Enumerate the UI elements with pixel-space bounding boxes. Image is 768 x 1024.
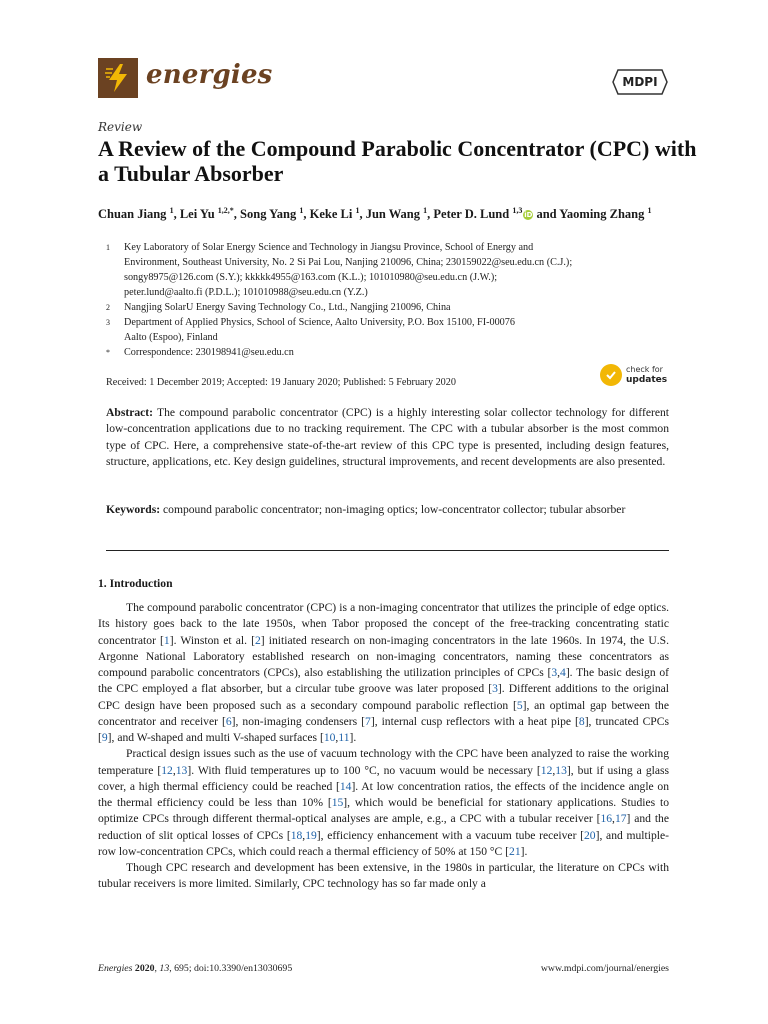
author-name: Song Yang xyxy=(240,207,297,222)
introduction-body xyxy=(98,600,669,893)
keywords-text: compound parabolic concentrator; non-imaging optics; low-concentrator collector; tubular absorber xyxy=(160,503,626,516)
citation-link[interactable]: 5 xyxy=(516,698,523,712)
check-for-updates-button[interactable] xyxy=(600,364,667,386)
section-heading: 1. Introduction xyxy=(98,577,173,590)
citation-link[interactable]: 4 xyxy=(560,666,566,679)
affiliation-number: 3 xyxy=(106,318,110,327)
citation-link[interactable]: 12 xyxy=(161,763,173,777)
affiliation-item xyxy=(106,315,666,345)
citation-link[interactable]: 9 xyxy=(101,731,108,744)
section-divider xyxy=(106,550,669,551)
affiliation-number: 1 xyxy=(106,243,110,252)
footer-journal: Energies xyxy=(98,963,133,974)
citation-link[interactable]: 12 xyxy=(540,763,553,777)
author-name: Yaoming Zhang xyxy=(559,207,645,222)
citation-link[interactable]: 19 xyxy=(305,828,317,842)
lightning-icon xyxy=(104,63,132,93)
citation-link[interactable]: 3 xyxy=(492,682,498,696)
citation-link[interactable]: 3 xyxy=(551,666,558,679)
affiliation-item xyxy=(106,300,666,315)
journal-url-link[interactable]: www.mdpi.com/journal/energies xyxy=(540,963,669,974)
citation-link[interactable]: 2 xyxy=(255,633,261,647)
citation-link[interactable]: 11 xyxy=(338,731,350,744)
affiliation-line: songy8975@126.com (S.Y.); kkkkk4955@163.com (K.L.); 101010980@seu.edu.cn (J.W.); xyxy=(124,272,498,283)
abstract xyxy=(106,405,669,471)
author-name: Lei Yu xyxy=(179,207,215,222)
affiliation-line: Nangjing SolarU Energy Saving Technology Co., Ltd., Nangjing 210096, China xyxy=(124,302,451,313)
citation-link[interactable]: 17 xyxy=(614,812,627,826)
author-affiliation-marker: 1 xyxy=(647,206,652,215)
check-updates-icon xyxy=(600,364,622,386)
affiliation-line: peter.lund@aalto.fi (P.D.L.); 101010988@seu.edu.cn (Y.Z.) xyxy=(124,287,368,298)
author-list: Chuan Jiang $^1$, Lei Yu $^{1,2,*}$, Song Yang $^1$, Keke Li $^1$, Jun Wang $^1$, Peter D. Lund $^{1,3}$iD and Yaoming Zhang $^1$ xyxy=(98,206,652,222)
affiliation-line: Department of Applied Physics, School of Science, Aalto University, P.O. Box 15100, FI-00076 xyxy=(124,317,515,328)
citation-link[interactable]: 13 xyxy=(555,763,567,777)
footer-doi: , 695; doi:10.3390/en13030695 xyxy=(169,963,293,974)
affiliation-line: Aalto (Espoo), Finland xyxy=(124,332,218,343)
author-affiliation-marker: 1 xyxy=(355,206,360,215)
keywords-label: Keywords: xyxy=(106,503,161,516)
affiliation-line: Key Laboratory of Solar Energy Science and Technology in Jiangsu Province, School of Energy and xyxy=(124,242,534,253)
affiliation-item xyxy=(106,345,666,360)
orcid-icon[interactable]: iD xyxy=(524,211,533,220)
author-name: Jun Wang xyxy=(365,207,421,222)
citation-link[interactable]: 14 xyxy=(339,779,352,793)
citation-link[interactable]: 16 xyxy=(600,812,613,826)
body-paragraph: Though CPC research and development has been extensive, in the 1980s in particular, the literature on CPCs with tubular receivers is more limited. Similarly, CPC technology has so far made only a xyxy=(98,861,669,891)
author-affiliation-marker: 1 xyxy=(299,206,304,215)
citation-link[interactable]: 10 xyxy=(323,731,336,744)
footer-volume: 13 xyxy=(159,963,170,974)
citation-link[interactable]: 1 xyxy=(163,633,170,647)
author-name: Keke Li xyxy=(309,207,353,222)
citation-link[interactable]: 21 xyxy=(509,844,521,858)
affiliation-line: Correspondence: 230198941@seu.edu.cn xyxy=(124,347,294,358)
body-paragraph: Practical design issues such as the use of vacuum technology with the CPC have been analyzed to raise the working temperature [12,13]. With fluid temperatures up to 100 °C, no vacuum would be necessary [12,13], but if using a glass cover, a high thermal efficiency could be reached [14]. At low concentration ratios, the effects of the incidence angle on the thermal efficiency could be less than 10% [15], which would be beneficial for stationary applications. Studies to optimize CPCs through different thermal-optical analyses are ample, e.g., a CPC with a tubular receiver [16,17] and the reduction of slit optical losses of CPCs [18,19], efficiency enhancement with a vacuum tube receiver [20], and multiple-row low-concentration CPCs, which could reach a thermal efficiency of 50% at 150 °C [21]. xyxy=(98,747,670,858)
abstract-text: The compound parabolic concentrator (CPC) is a highly interesting solar collector technology for different low-concentration applications due to no tracking requirement. The CPC with a tubular absorber is the most common type of CPC. Here, a comprehensive state-of-the-art review of this CPC type is presented, including design features, structure, applications, etc. Key design guidelines, structural improvements, and recent developments are also presented. xyxy=(106,406,669,469)
body-paragraph: The compound parabolic concentrator (CPC) is a non-imaging concentrator that utilizes the principle of edge optics. Its history goes back to the late 1950s, when Tabor proposed the concept of the free-tracking concentrating static concentrator [1]. Winston et al. [2] initiated research on non-imaging concentrators in the late 1960s. In 1974, the U.S. Argonne National Laboratory established research on non-imaging concentrators, naming these concentrators as compound parabolic concentrators (CPCs), also establishing the utilization principles of CPCs [3,4]. The basic design of the CPC employed a flat absorber, but a circular tube groove was later proposed [3]. Different additions to the original CPC design have been proposed such as a secondary compound parabolic reflection [5], an optimal gap between the concentrator and receiver [6], non-imaging condensers [7], internal cusp reflectors with a heat pipe [8], truncated CPCs [9], and W-shaped and multi V-shaped surfaces [10,11]. xyxy=(98,601,669,744)
citation-link[interactable]: 7 xyxy=(365,714,371,728)
citation-link[interactable]: 18 xyxy=(290,828,303,842)
publisher-logo xyxy=(612,68,668,96)
affiliation-number: * xyxy=(106,348,110,357)
affiliations xyxy=(106,240,666,360)
article-title: A Review of the Compound Parabolic Concentrator (CPC) with a Tubular Absorber xyxy=(98,136,697,186)
citation-link[interactable]: 20 xyxy=(584,828,596,842)
citation-link[interactable]: 6 xyxy=(225,714,232,728)
journal-logo xyxy=(98,58,138,98)
affiliation-number: 2 xyxy=(106,303,110,312)
abstract-label: Abstract: xyxy=(106,406,154,419)
affiliation-item xyxy=(106,240,666,300)
author-affiliation-marker: 1,3 xyxy=(512,206,523,215)
publisher-name: MDPI xyxy=(622,75,658,89)
citation-link[interactable]: 13 xyxy=(175,763,188,777)
author-affiliation-marker: 1,2,* xyxy=(217,206,234,215)
keywords xyxy=(106,502,669,518)
author-name: Peter D. Lund xyxy=(433,207,510,222)
journal-name: energies xyxy=(146,60,273,90)
check-updates-line1: check for xyxy=(626,365,663,374)
author-affiliation-marker: 1 xyxy=(423,206,428,215)
author-name: Chuan Jiang xyxy=(98,207,167,222)
affiliation-line: Environment, Southeast University, No. 2 Si Pai Lou, Nanjing 210096, China; 230159022@seu.edu.cn (C.J.); xyxy=(124,257,573,268)
check-updates-line2: updates xyxy=(626,375,668,385)
author-affiliation-marker: 1 xyxy=(169,206,174,215)
publication-dates: Received: 1 December 2019; Accepted: 19 January 2020; Published: 5 February 2020 xyxy=(106,377,456,388)
footer-year: 2020 xyxy=(134,963,155,974)
citation-footer: Energies 2020, 13, 695; doi:10.3390/en13030695 xyxy=(98,963,293,974)
citation-link[interactable]: 8 xyxy=(578,714,585,728)
citation-link[interactable]: 15 xyxy=(331,796,344,809)
article-type: Review xyxy=(98,120,143,134)
